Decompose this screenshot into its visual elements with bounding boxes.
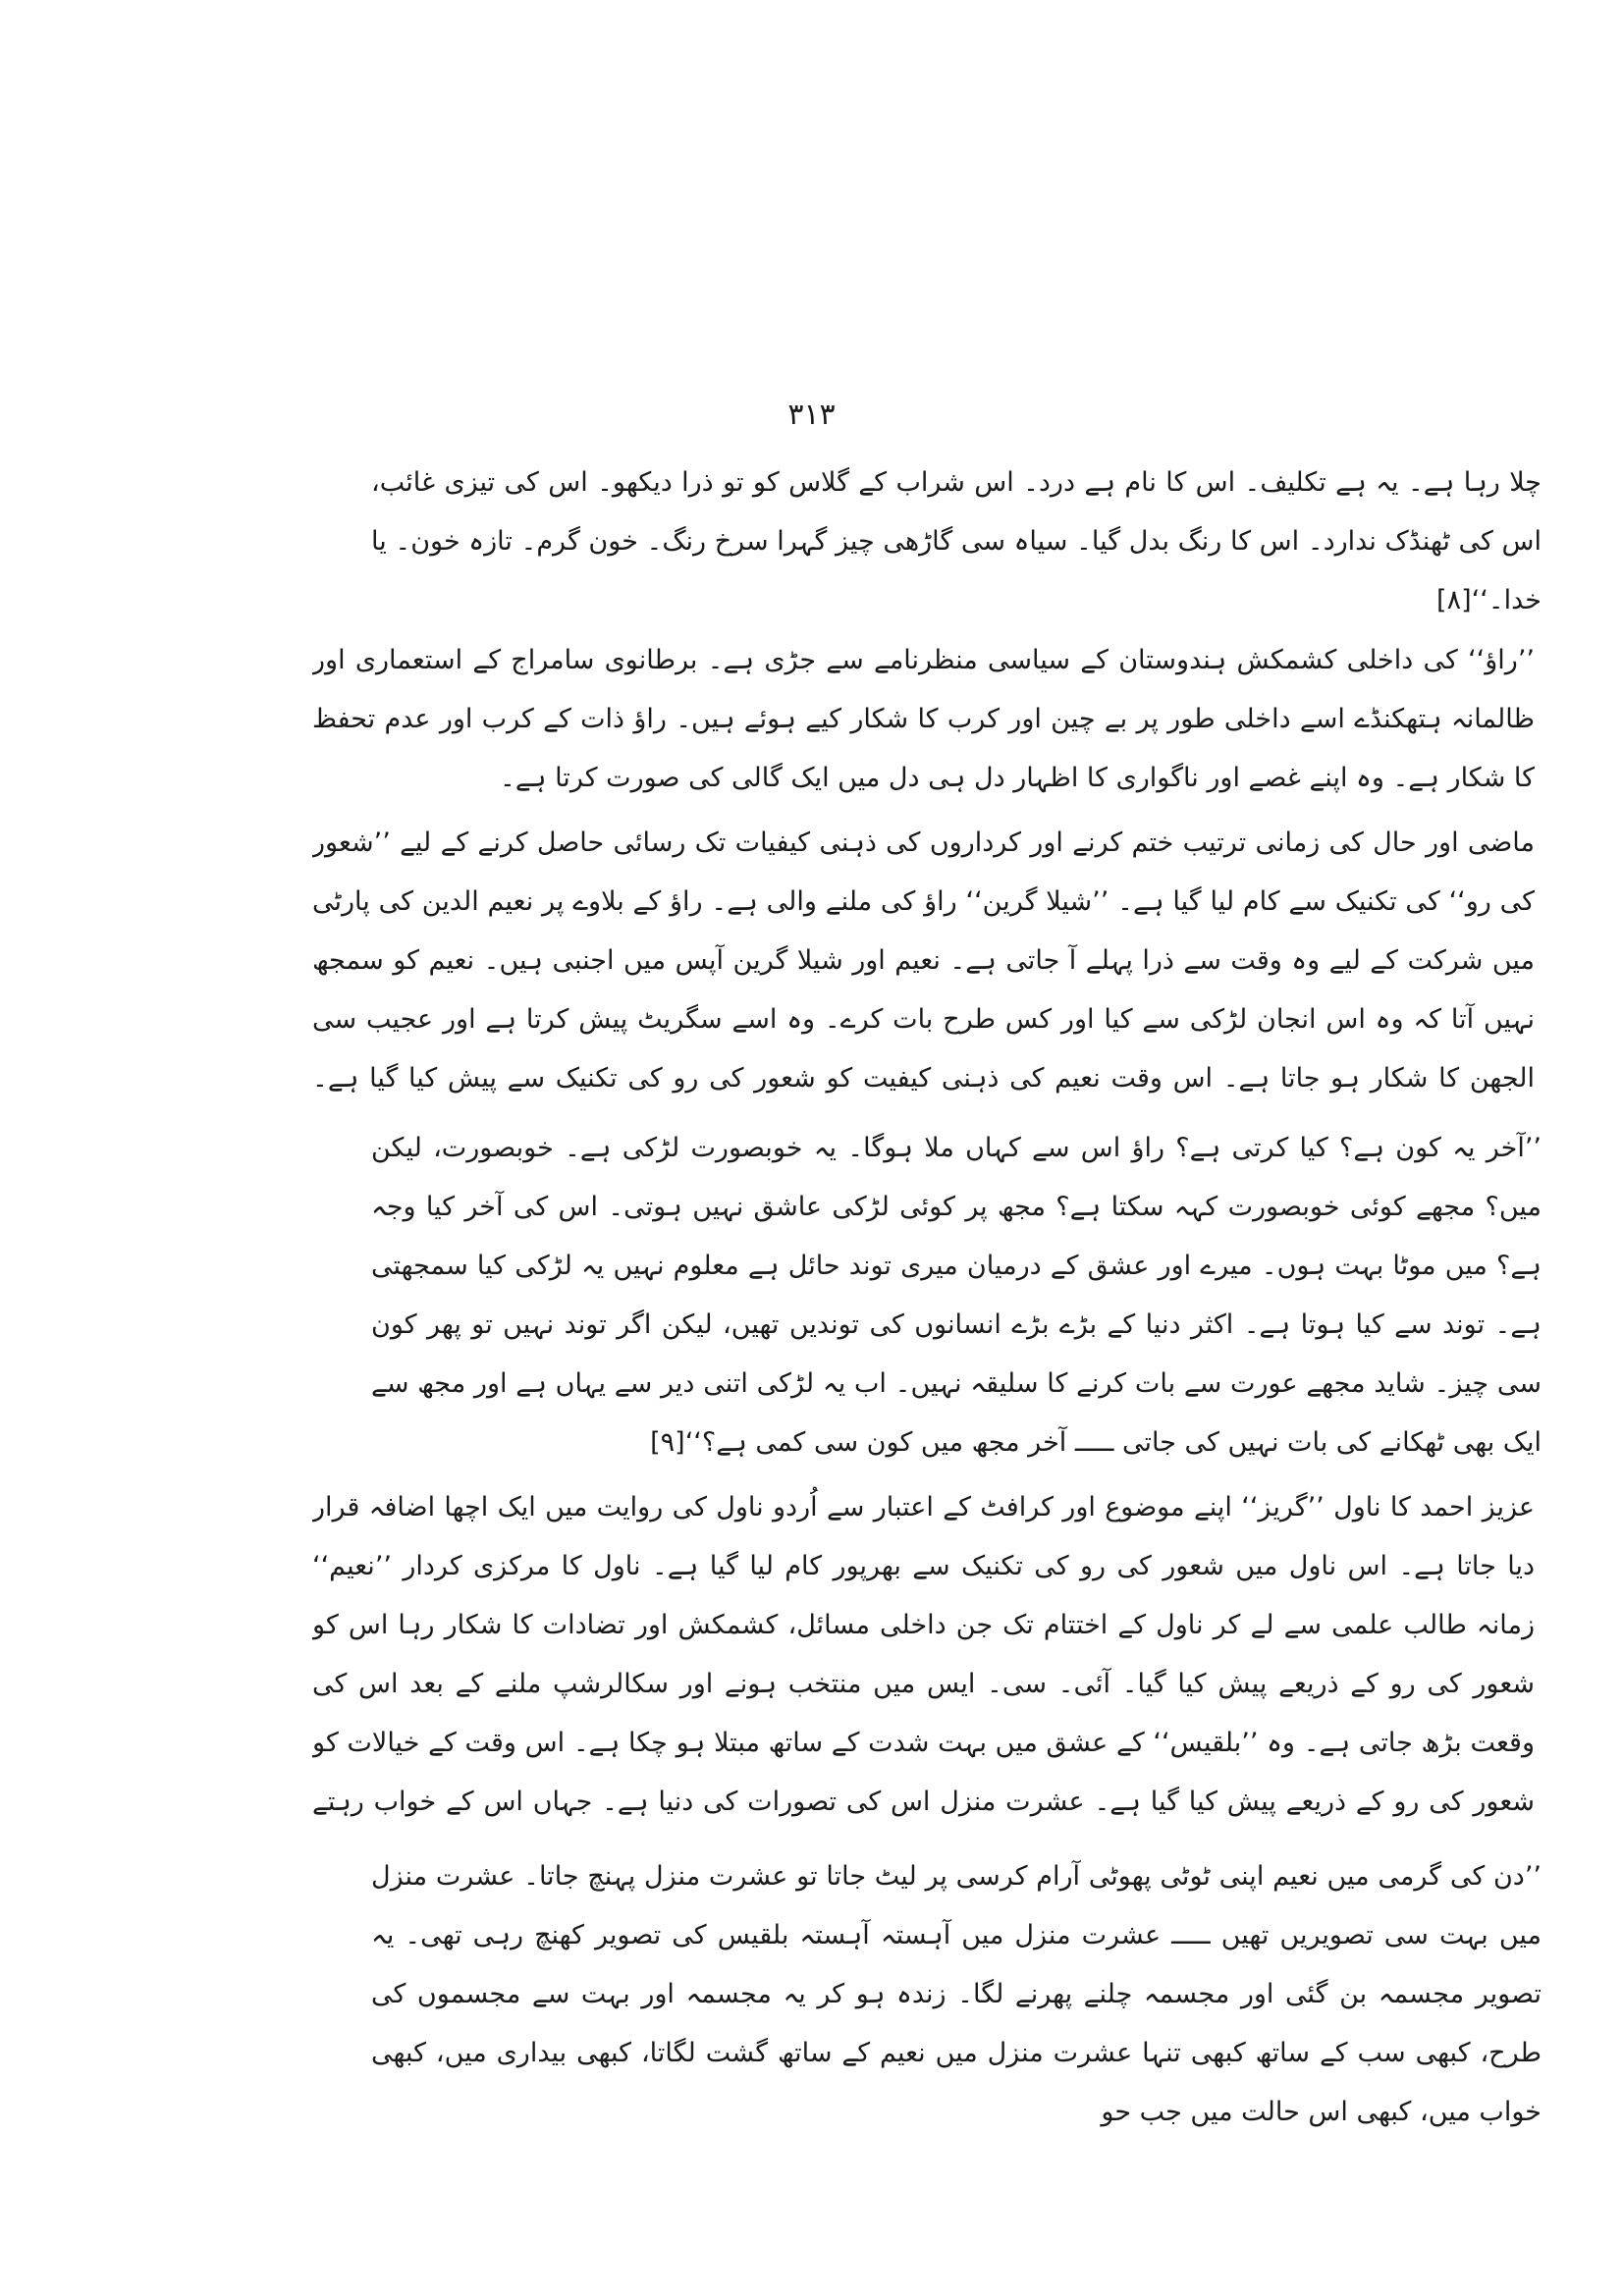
quote-block: ’’آخر یہ کون ہے؟ کیا کرتی ہے؟ راؤ اس سے کہاں ملا ہوگا۔ یہ خوبصورت لڑکی ہے۔ خوبصورت، لیکن میں؟ مجھے کوئی خوبصورت کہہ سکتا ہے؟ مجھ پر کوئی لڑکی عاشق نہیں ہوتی۔ اس کی آخر کیا وجہ ہے؟ میں موٹا بہت ہوں۔ میرے اور عشق کے درمیان میری توند حائل ہے معلوم نہیں یہ لڑکی کیا سمجھتی ہے۔ توند سے کیا ہوتا ہے۔ اکثر دنیا کے بڑے بڑے انسانوں کی توندیں تھیں، لیکن اگر توند نہیں تو پھر کون سی چیز۔ شاید مجھے عورت سے بات کرنے کا سلیقہ نہیں۔ اب یہ لڑکی اتنی دیر سے یہاں ہے اور مجھ سے ایک بھی ٹھکانے کی بات نہیں کی جاتی ـــــ آخر مجھ میں کون سی کمی ہے؟‘‘[۹] (371, 1133, 1542, 1458)
body-paragraph: ماضی اور حال کی زمانی ترتیب ختم کرنے اور کرداروں کی ذہنی کیفیات تک رسائی حاصل کرنے کے لیے ’’شعور کی رو‘‘ کی تکنیک سے کام لیا گیا ہے۔ ’’شیلا گرین‘‘ راؤ کی ملنے والی ہے۔ راؤ کے بلاوے پر نعیم الدین کی پارٹی میں شرکت کے لیے وہ وقت سے ذرا پہلے آ جاتی ہے۔ نعیم اور شیلا گرین آپس میں اجنبی ہیں۔ نعیم کو سمجھ نہیں آتا کہ وہ اس انجان لڑکی سے کیا اور کس طرح بات کرے۔ وہ اسے سگریٹ پیش کرتا ہے اور عجیب سی الجھن کا شکار ہو جاتا ہے۔ اس وقت نعیم کی ذہنی کیفیت کو شعور کی رو کی تکنیک سے پیش کیا گیا ہے۔ (312, 828, 1535, 1094)
quote-block: چلا رہا ہے۔ یہ ہے تکلیف۔ اس کا نام ہے درد۔ اس شراب کے گلاس کو تو ذرا دیکھو۔ اس کی تیزی غائب، اس کی ٹھنڈک ندارد۔ اس کا رنگ بدل گیا۔ سیاہ سی گاڑھی چیز گہرا سرخ رنگ۔ خون گرم۔ تازہ خون۔ یا خدا۔‘‘[۸] (371, 467, 1542, 615)
page-number: ۳۱۳ (787, 398, 836, 432)
quote-block: ’’دن کی گرمی میں نعیم اپنی ٹوٹی پھوٹی آرام کرسی پر لیٹ جاتا تو عشرت منزل پہنچ جاتا۔ عشرت منزل میں بہت سی تصویریں تھیں ـــــ عشرت منزل میں آہستہ آہستہ بلقیس کی تصویر کھنچ رہی تھی۔ یہ تصویر مجسمہ بن گئی اور مجسمہ چلنے پھرنے لگا۔ زندہ ہو کر یہ مجسمہ اور بہت سے مجسموں کی طرح، کبھی سب کے ساتھ کبھی تنہا عشرت منزل میں نعیم کے ساتھ گشت لگاتا، کبھی بیداری میں، کبھی خواب میں، کبھی اس حالت میں جب حو (371, 1861, 1542, 2127)
body-paragraph: ’’راؤ‘‘ کی داخلی کشمکش ہندوستان کے سیاسی منظرنامے سے جڑی ہے۔ برطانوی سامراج کے استعماری اور ظالمانہ ہتھکنڈے اسے داخلی طور پر بے چین اور کرب کا شکار کیے ہوئے ہیں۔ راؤ ذات کے کرب اور عدم تحفظ کا شکار ہے۔ وہ اپنے غصے اور ناگواری کا اظہار دل ہی دل میں ایک گالی کی صورت کرتا ہے۔ (312, 645, 1535, 793)
body-paragraph: عزیز احمد کا ناول ’’گریز‘‘ اپنے موضوع اور کرافٹ کے اعتبار سے اُردو ناول کی روایت میں ایک اچھا اضافہ قرار دیا جاتا ہے۔ اس ناول میں شعور کی رو کی تکنیک سے بھرپور کام لیا گیا ہے۔ ناول کا مرکزی کردار ’’نعیم‘‘ زمانہ طالب علمی سے لے کر ناول کے اختتام تک جن داخلی مسائل، کشمکش اور تضادات کا شکار رہا اس کو شعور کی رو کے ذریعے پیش کیا گیا۔ آئی۔ سی۔ ایس میں منتخب ہونے اور سکالرشپ ملنے کے بعد اس کی وقعت بڑھ جاتی ہے۔ وہ ’’بلقیس‘‘ کے عشق میں بہت شدت کے ساتھ مبتلا ہو چکا ہے۔ اس وقت کے خیالات کو شعور کی رو کے ذریعے پیش کیا گیا ہے۔ عشرت منزل اس کی تصورات کی دنیا ہے۔ جہاں اس کے خواب رہتے (312, 1492, 1535, 1817)
